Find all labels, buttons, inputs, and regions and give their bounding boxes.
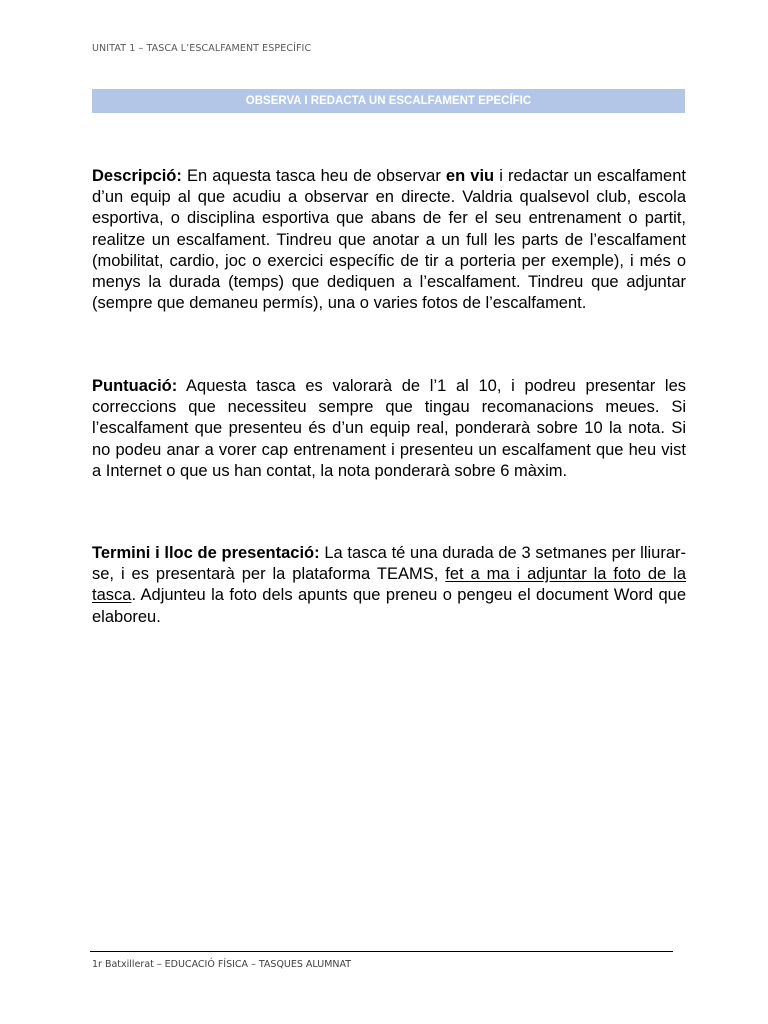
termini-label: Termini i lloc de presentació:: [92, 544, 320, 562]
page-footer: 1r Batxillerat – EDUCACIÓ FÍSICA – TASQUES ALUMNAT: [92, 959, 352, 970]
descripcio-bold-en-viu: en viu: [445, 167, 495, 185]
puntuacio-paragraph: [92, 376, 686, 482]
descripcio-text-1: En aquesta tasca heu de observar: [181, 167, 446, 185]
termini-underlined-text: fet a ma i adjuntar la foto de la tasca: [92, 565, 686, 605]
puntuacio-text: Aquesta tasca es valorarà de l’1 al 10, i podreu presentar les correccions que necessiteu sempre que tingau recomanacions meues. Si l’escalfament que presenteu és d’un equip real, ponderarà sobre 10 la nota. Si no podeu anar a vorer cap entrenament i presenteu un escalfament que heu vist a Internet o que us han contat, la nota ponderarà sobre 6 màxim.: [92, 377, 686, 480]
termini-text-1: La tasca té una durada de 3 setmanes per lliurar-se, i es presentarà per la plataforma TEAMS,: [92, 544, 686, 584]
page-header: UNITAT 1 – TASCA L’ESCALFAMENT ESPECÍFIC: [92, 43, 312, 54]
descripcio-label: Descripció:: [92, 167, 182, 185]
footer-divider: [90, 951, 673, 952]
termini-text-2: . Adjunteu la foto dels apunts que preneu o pengeu el document Word que elaboreu.: [92, 586, 686, 626]
section-title: OBSERVA I REDACTA UN ESCALFAMENT EPECÍFIC: [92, 89, 685, 113]
puntuacio-label: Puntuació:: [92, 377, 178, 395]
descripcio-paragraph: [92, 166, 686, 314]
descripcio-text-2: i redactar un escalfament d’un equip al que acudiu a observar en directe. Valdria qualsevol club, escola esportiva, o disciplina esportiva que abans de fer el seu entrenament o partit, realitze un escalfament. Tindreu que anotar a un full les parts de l’escalfament (mobilitat, cardio, joc o exercici específic de tir a porteria per exemple), i més o menys la durada (temps) que dediquen a l’escalfament. Tindreu que adjuntar (sempre que demaneu permís), una o varies fotos de l’escalfament.: [92, 167, 686, 313]
termini-paragraph: [92, 543, 686, 628]
